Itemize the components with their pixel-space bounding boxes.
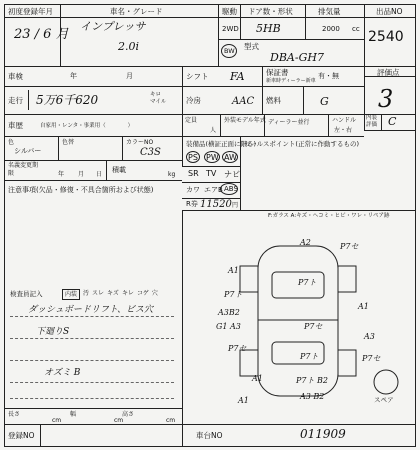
history-label: 車歴 — [8, 121, 23, 130]
equip-pw: PW — [206, 153, 219, 162]
exterior-label: 外装モデル年式 — [224, 117, 266, 124]
chassis-no-value: 011909 — [300, 427, 346, 441]
displacement-label: 排気量 — [318, 7, 341, 16]
equip-abs-circle — [220, 183, 238, 195]
shift-label: シフト — [186, 72, 209, 81]
mark-a1-2: A1 — [358, 302, 369, 311]
r-ticket-value: 11520 — [200, 199, 232, 210]
mark-p7to-b2: P7ト B2 — [296, 376, 328, 385]
length-label: 長さ — [8, 411, 21, 418]
displacement-value: 2000 — [322, 25, 340, 33]
equip-airbag: エアB — [204, 186, 223, 194]
score-label: 評価点 — [377, 68, 400, 77]
fuel-label: 燃料 — [266, 96, 281, 105]
equip-tv: TV — [206, 169, 217, 178]
color-no-label: カラーNO — [126, 139, 154, 146]
ac-value: AAC — [232, 96, 255, 107]
r-ticket-label: R券 — [186, 200, 198, 208]
color-label: 色 — [8, 139, 15, 146]
border-top — [4, 4, 416, 5]
fuel-value: G — [320, 95, 329, 108]
warranty-label: 保証書 — [266, 68, 289, 77]
score-value: 3 — [378, 85, 394, 113]
displacement-unit: cc — [352, 25, 360, 33]
mileage-value: 5万6千620 — [36, 93, 99, 107]
warranty-note: 新車時ディーラー新車 — [266, 78, 316, 84]
shaken-month-label: 月 — [126, 72, 133, 80]
equip-aw-circle — [222, 151, 238, 163]
model-value: DBA-GH7 — [270, 51, 324, 64]
handle-label: ハンドル — [332, 117, 357, 124]
mark-p7to-3: P7ト — [300, 352, 319, 361]
mark-p7se-1: P7セ — [340, 242, 359, 251]
tag-hole: 穴 — [151, 290, 158, 297]
lot-label: 出品NO — [376, 7, 403, 16]
border-right — [415, 4, 416, 446]
doors-label: ドア数・形状 — [248, 7, 293, 16]
color-change-label: 色替 — [62, 139, 75, 146]
car-name: インプレッサ — [80, 20, 146, 33]
load-label: 積載 — [112, 166, 126, 174]
badge-text: BW — [224, 47, 235, 55]
load-unit: kg — [168, 171, 176, 178]
mark-p7to-1: P7ト — [298, 278, 317, 287]
model-label: 型式 — [244, 42, 259, 51]
border-left — [4, 4, 5, 446]
shaken-label: 車検 — [8, 72, 23, 81]
ac-label: 冷房 — [186, 96, 201, 105]
mark-a2: A2 — [300, 238, 311, 247]
mark-a1-4: A1 — [238, 396, 249, 405]
history-options: 自家用・レンタ・事業用（ ） — [40, 123, 134, 129]
height-unit: cm — [166, 417, 176, 424]
equip-aw: AW — [224, 153, 237, 162]
equip-sr: SR — [188, 169, 199, 178]
lot-value: 2540 — [368, 29, 404, 45]
mark-a3: A3 — [364, 332, 375, 341]
note-line-3: オズミ B — [44, 368, 81, 378]
interior-value: C — [388, 115, 397, 128]
wheel-front-left — [240, 266, 258, 292]
handle-value: 左・右 — [334, 127, 353, 134]
mark-a3b2-2: A3 B2 — [300, 392, 325, 401]
interior-label: 内装評価 — [366, 115, 378, 128]
color-no-value: C3S — [140, 147, 161, 158]
tag-scratch: キズ — [107, 290, 119, 297]
first-registration-value: 23 / 6 月 — [14, 27, 69, 42]
height-label: 高さ — [122, 411, 135, 418]
drive-value: 2WD — [222, 25, 239, 33]
mark-p7to-2: P7ト — [224, 290, 243, 299]
shaken-year-label: 年 — [70, 72, 77, 80]
spare-label: スペア — [374, 396, 394, 404]
mark-p7se-4: P7セ — [362, 354, 381, 363]
doors-value: 5HB — [256, 22, 281, 35]
tag-wear: スレ — [92, 290, 105, 297]
drive-label: 駆動 — [222, 7, 237, 16]
equipment-title: 装備品(横証正面に限る) — [186, 140, 257, 148]
shift-value: FA — [230, 70, 245, 83]
registration-no-label: 登録NO — [8, 431, 35, 440]
tag-burn: コゲ — [136, 290, 149, 297]
note-line-2: 下廻りS — [36, 327, 70, 337]
tag-tear: キレ — [121, 290, 134, 297]
length-unit: cm — [52, 417, 62, 424]
name-change-label: 名義変更期限 — [8, 162, 39, 177]
selling-points-label: セールスポイント(正常に作動するもの) — [244, 140, 359, 148]
equip-abs: ABS — [224, 185, 238, 193]
dealer-label: ディーラー並行 — [268, 119, 310, 126]
name-change-year: 年 — [58, 171, 65, 178]
width-label: 幅 — [70, 411, 77, 418]
capacity-label: 定員 — [185, 117, 198, 124]
chassis-no-label: 車台NO — [196, 431, 223, 440]
warranty-value: 有・無 — [318, 72, 339, 80]
r-ticket-unit: 円 — [232, 202, 239, 209]
mileage-label: 走行 — [8, 96, 23, 105]
tag-interior: 内装 — [62, 289, 80, 300]
width-unit: cm — [114, 417, 124, 424]
name-change-day: 日 — [96, 171, 103, 178]
equip-pw-circle — [204, 151, 220, 163]
inspector-label: 検査員記入 — [10, 290, 43, 298]
tag-dirt: 汚 — [83, 290, 90, 297]
note-line-1: ダッシュボードリフト、ビス穴 — [28, 305, 154, 315]
color-value: シルバー — [14, 147, 42, 155]
first-registration-label: 初度登録年月 — [8, 7, 53, 16]
mark-a1-3: A1 — [252, 374, 263, 383]
equip-navi: ナビ — [224, 170, 240, 179]
damage-legend: F:ガラス A:キズ・ヘコミ・ヒビ・ワレ・リペア跡 — [268, 213, 390, 219]
border-bottom — [4, 446, 416, 447]
name-grade-label: 車名・グレード — [110, 7, 163, 16]
equip-ps-circle — [186, 151, 200, 163]
inspector-tags — [62, 289, 158, 300]
spare-tire — [374, 370, 398, 394]
mark-a1-1: A1 — [228, 266, 239, 275]
mark-g1a3: G1 A3 — [216, 322, 241, 331]
equip-leather: カワ — [186, 186, 200, 194]
wheel-front-right — [338, 266, 356, 292]
mark-a3b2-1: A3B2 — [218, 308, 240, 317]
wheel-rear-right — [338, 350, 356, 376]
mark-p7se-3: P7セ — [228, 344, 247, 353]
mileage-unit: キロ マイル — [150, 92, 167, 105]
equip-ps: PS — [188, 153, 198, 162]
capacity-unit: 人 — [210, 127, 217, 134]
car-grade: 2.0i — [118, 40, 140, 53]
name-change-month: 月 — [78, 171, 85, 178]
mark-p7se-2: P7セ — [304, 322, 323, 331]
caution-label: 注意事項(欠品・修復・不具合箇所および状態) — [8, 186, 154, 194]
